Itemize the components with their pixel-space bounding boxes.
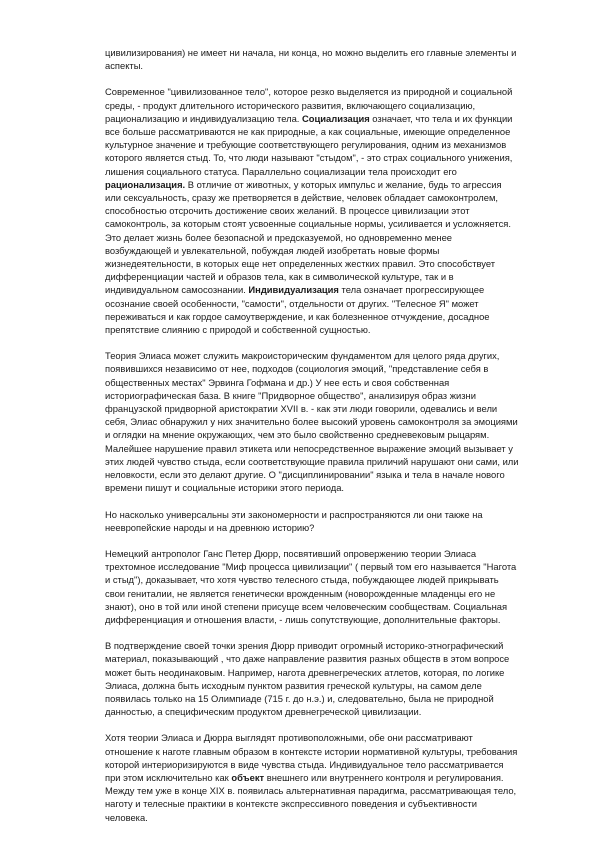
paragraph xyxy=(105,85,520,336)
bold-term: Индивидуализация xyxy=(248,284,339,296)
bold-term: Социализация xyxy=(302,112,370,124)
paragraph xyxy=(105,639,520,718)
paragraph xyxy=(105,508,520,534)
bold-term: рационализация. xyxy=(105,178,186,190)
text-run: Современное "цивилизованное тело", которое резко выделяется из природной и социальной среды, - продукт длительного исторического развития, включающего социализацию, рационализацию и индивидуализацию тела. xyxy=(105,86,513,124)
text-run: Теория Элиаса может служить макроисторическим фундаментом для целого ряда других, появившихся независимо от нее, подходов (социология эмоций, "представление себя в общественных местах" Эрвинга Гофмана и др.) У нее есть и своя собственная историографическая база. В книге "Придворное общество", анализируя образ жизни французской придворной аристократии XVII в. - как эти люди говорили, одевались и вели себя, Элиас обнаружил у них значительно более высокий уровень самоконтроля за эмоциями и оглядки на мнение окружающих, чем это было свойственно средневековым рыцарям. Малейшее нарушение правил этикета или непосредственное выражение эмоций вызывает у этих людей чувство стыда, если соответствующие правила приличий нарушают они сами, или неловкости, если это делают другие. О "дисциплинировании" языка и тела в начале нового времени пишут и социальные историки этого периода. xyxy=(105,350,519,494)
text-run: означает, что тела и их функции все больше рассматриваются не как природные, а как социальные, имеющие определенное культурное значение и требующие соответствующего регулирования, одним из механизмов которого является стыд. То, что люди называют "стыдом", - это страх социального унижения, лишения социального статуса. Параллельно социализации тела происходит его xyxy=(105,112,513,177)
text-run: Немецкий антрополог Ганс Петер Дюрр, посвятивший опровержению теории Элиаса трехтомное исследование "Миф процесса цивилизации" ( первый том его называется "Нагота и стыд"), доказывает, что хотя чувство телесного стыда, побуждающее людей прикрывать свои гениталии, не является генетически врожденным (новорожденные младенцы его не знают), оно в той или иной степени присуще всем человеческим сообществам. Социальная дифференциация и отношения власти, - лишь сопутствующие, дополнительные факторы. xyxy=(105,547,517,625)
text-run: Но насколько универсальны эти закономерности и распространяются ли они также на неевропейские народы и на древнюю историю? xyxy=(105,508,483,533)
paragraph xyxy=(105,349,520,494)
text-run: внешнего или внутреннего контроля и регулирования. Между тем уже в конце XIX в. появилась альтернативная парадигма, рассматривающая тело, наготу и телесные практики в контексте экспрессивного поведения и субъективности человека. xyxy=(105,771,517,823)
document-page xyxy=(105,46,520,837)
paragraph xyxy=(105,46,520,72)
text-run: тела означает прогрессирующее осознание своей особенности, "самости", отдельности от других. "Телесное Я" может переживаться и как гордое самоутверждение, и как болезненное отчуждение, досадное препятствие слиянию с природой и собственной сущностью. xyxy=(105,284,490,336)
text-run: В отличие от животных, у которых импульс и желание, будь то агрессия или сексуальность, сразу же претворяется в действие, человек обладает самоконтролем, способностью отсрочить достижение своих желаний. В процессе цивилизации этот самоконтроль, за которым стоят усвоенные социальные нормы, усиливается и усложняется. Это делает жизнь более безопасной и предсказуемой, но одновременно менее возбуждающей и увлекательной, побуждая людей изобретать новые формы жизнедеятельности, в которых еще нет определенных жестких правил. Это способствует дифференциации частей и образов тела, как в символической культуре, так и в индивидуальном самосознании. xyxy=(105,178,511,296)
text-run: В подтверждение своей точки зрения Дюрр приводит огромный историко-этнографический материал, показывающий , что даже направление развития разных обществ в этом вопросе может быть неодинаковым. Например, нагота древнегреческих атлетов, которая, по логике Элиаса, должна быть исходным пунктом развития греческой культуры, на самом деле появилась только на 15 Олимпиаде (715 г. до н.э.) и, следовательно, была не природной данностью, а специфическим продуктом древнегреческой цивилизации. xyxy=(105,640,510,718)
paragraph xyxy=(105,731,520,823)
bold-term: объект xyxy=(231,771,265,783)
text-run: Хотя теории Элиаса и Дюрра выглядят противоположными, обе они рассматривают отношение к наготе главным образом в контексте истории нормативной культуры, требования которой интериоризируются в виде чувства стыда. Индивидуальное тело рассматривается при этом исключительно как xyxy=(105,732,518,783)
paragraph xyxy=(105,547,520,626)
text-run: цивилизирования) не имеет ни начала, ни конца, но можно выделить его главные элементы и аспекты. xyxy=(105,47,517,72)
